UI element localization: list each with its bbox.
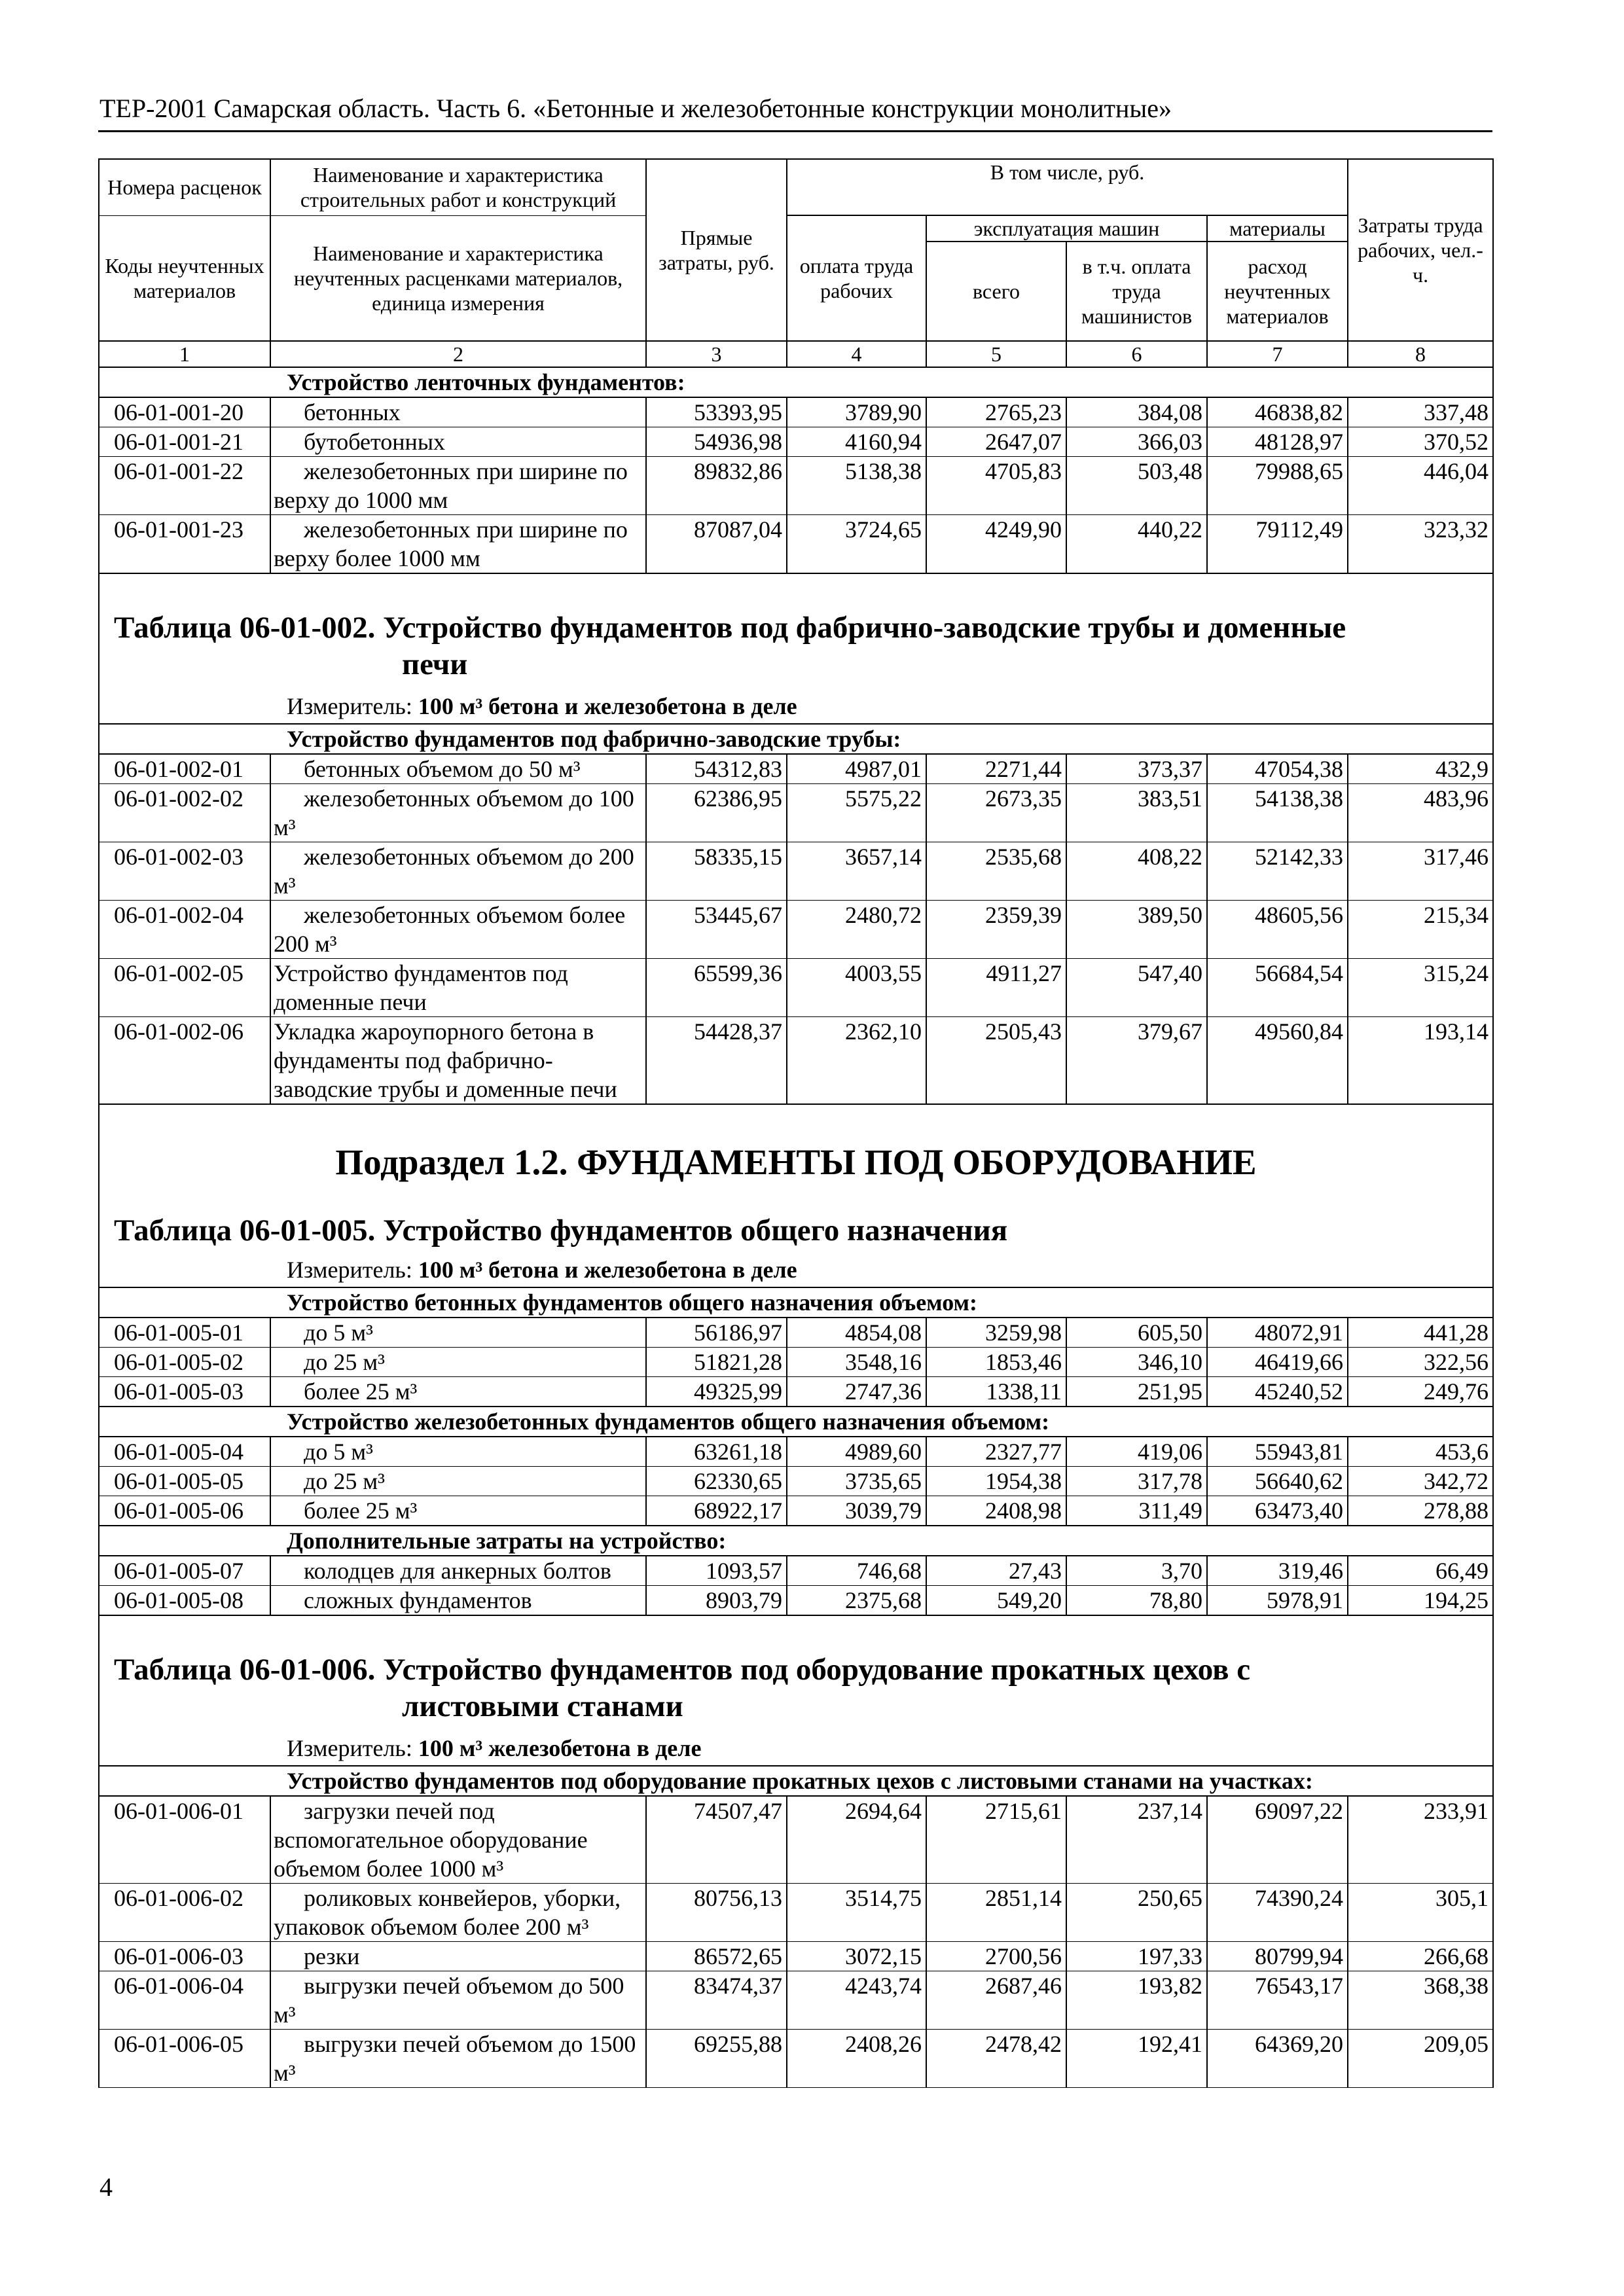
- machinist-pay-value: 419,06: [1066, 1437, 1207, 1467]
- measure-value: 100 м³ бетона и железобетона в деле: [418, 693, 797, 719]
- column-number: 6: [1066, 341, 1207, 367]
- column-number: 1: [99, 341, 270, 367]
- direct-costs-value: 83474,37: [646, 1971, 787, 2030]
- rate-code: 06-01-006-02: [99, 1884, 270, 1942]
- direct-costs-value: 54312,83: [646, 754, 787, 784]
- materials-value: 79112,49: [1207, 515, 1348, 574]
- labor-hours-value: 446,04: [1348, 457, 1493, 515]
- header-unaccounted-names: Наименование и характеристика неучтенных расценками материалов, единица измерения: [270, 215, 646, 341]
- spacer: [99, 1284, 1492, 1287]
- worker-pay-value: 4854,08: [787, 1318, 926, 1348]
- machinist-pay-value: 193,82: [1066, 1971, 1207, 2030]
- machines-total-value: 27,43: [926, 1556, 1066, 1586]
- measure-line: [99, 692, 1492, 721]
- direct-costs-value: 87087,04: [646, 515, 787, 574]
- header-rule: [98, 130, 1492, 132]
- machines-total-value: 2408,98: [926, 1496, 1066, 1526]
- worker-pay-value: 3657,14: [787, 842, 926, 901]
- work-name: [270, 515, 646, 574]
- measure-label: Измеритель:: [287, 693, 412, 719]
- labor-hours-value: 368,38: [1348, 1971, 1493, 2030]
- worker-pay-value: 3735,65: [787, 1467, 926, 1496]
- header-machinist-pay: в т.ч. оплата труда машинистов: [1066, 242, 1207, 341]
- materials-value: 79988,65: [1207, 457, 1348, 515]
- labor-hours-value: 323,32: [1348, 515, 1493, 574]
- table-row: [99, 1884, 1493, 1942]
- group-heading: Устройство фундаментов под оборудование прокатных цехов с листовыми станами на участках:: [99, 1766, 1493, 1796]
- work-name: [270, 1942, 646, 1971]
- rate-code: 06-01-001-23: [99, 515, 270, 574]
- measure-value: 100 м³ бетона и железобетона в деле: [418, 1257, 797, 1283]
- machines-total-value: 2359,39: [926, 901, 1066, 959]
- work-name: [270, 1467, 646, 1496]
- column-number-row: [99, 341, 1493, 367]
- machinist-pay-value: 346,10: [1066, 1348, 1207, 1377]
- materials-value: 76543,17: [1207, 1971, 1348, 2030]
- direct-costs-value: 49325,99: [646, 1377, 787, 1407]
- labor-hours-value: 370,52: [1348, 427, 1493, 457]
- work-name: [270, 1348, 646, 1377]
- machinist-pay-value: 192,41: [1066, 2030, 1207, 2088]
- worker-pay-value: 3039,79: [787, 1496, 926, 1526]
- work-name: [270, 427, 646, 457]
- machinist-pay-value: 379,67: [1066, 1017, 1207, 1105]
- running-header: ТЕР-2001 Самарская область. Часть 6. «Бетонные и железобетонные конструкции монолитные»: [99, 94, 1172, 123]
- worker-pay-value: 2362,10: [787, 1017, 926, 1105]
- table-row: [99, 457, 1493, 515]
- worker-pay-value: 3548,16: [787, 1348, 926, 1377]
- machinist-pay-value: 384,08: [1066, 397, 1207, 427]
- subsection-title: Подраздел 1.2. ФУНДАМЕНТЫ ПОД ОБОРУДОВАНИЕ: [335, 1142, 1257, 1182]
- machines-total-value: 2478,42: [926, 2030, 1066, 2088]
- direct-costs-value: 58335,15: [646, 842, 787, 901]
- machinist-pay-value: 237,14: [1066, 1796, 1207, 1884]
- machinist-pay-value: 547,40: [1066, 959, 1207, 1017]
- rate-code: 06-01-002-01: [99, 754, 270, 784]
- table-row: [99, 1017, 1493, 1105]
- work-name-text: более 25 м³: [304, 1498, 418, 1524]
- machinist-pay-value: 373,37: [1066, 754, 1207, 784]
- spacer: [99, 1763, 1492, 1765]
- work-name: [270, 1796, 646, 1884]
- materials-value: 56640,62: [1207, 1467, 1348, 1496]
- materials-value: 5978,91: [1207, 1586, 1348, 1616]
- table-row: [99, 959, 1493, 1017]
- table-title-continuation: печи: [402, 647, 468, 681]
- labor-hours-value: 441,28: [1348, 1318, 1493, 1348]
- work-name: [270, 1586, 646, 1616]
- measure-value: 100 м³ железобетона в деле: [418, 1735, 702, 1761]
- table-row: [99, 2030, 1493, 2088]
- rate-code: 06-01-005-06: [99, 1496, 270, 1526]
- worker-pay-value: 5138,38: [787, 457, 926, 515]
- work-name-text: железобетонных объемом более 200 м³: [274, 902, 626, 957]
- column-number: 4: [787, 341, 926, 367]
- spacer: [99, 1616, 1492, 1651]
- machines-total-value: 2673,35: [926, 784, 1066, 842]
- table-row: [99, 842, 1493, 901]
- table-title: Таблица 06-01-006. Устройство фундаментов под оборудование прокатных цехов с: [114, 1653, 1251, 1687]
- machines-total-value: 4705,83: [926, 457, 1066, 515]
- labor-hours-value: 249,76: [1348, 1377, 1493, 1407]
- work-name-text: железобетонных объемом до 100 м³: [274, 785, 634, 840]
- worker-pay-value: 3724,65: [787, 515, 926, 574]
- rate-code: 06-01-005-01: [99, 1318, 270, 1348]
- worker-pay-value: 4160,94: [787, 427, 926, 457]
- machinist-pay-value: 311,49: [1066, 1496, 1207, 1526]
- machinist-pay-value: 197,33: [1066, 1942, 1207, 1971]
- group-heading: Устройство бетонных фундаментов общего назначения объемом:: [99, 1287, 1493, 1318]
- work-name-text: Укладка жароупорного бетона в фундаменты под фабрично-заводские трубы и доменные печи: [274, 1018, 617, 1102]
- work-name: [270, 1496, 646, 1526]
- rate-code: 06-01-001-20: [99, 397, 270, 427]
- work-name: [270, 959, 646, 1017]
- machines-total-value: 2505,43: [926, 1017, 1066, 1105]
- work-name: [270, 1017, 646, 1105]
- work-name-text: резки: [304, 1943, 360, 1969]
- direct-costs-value: 56186,97: [646, 1318, 787, 1348]
- work-name: [270, 842, 646, 901]
- machines-total-value: 2327,77: [926, 1437, 1066, 1467]
- worker-pay-value: 3514,75: [787, 1884, 926, 1942]
- work-name-text: бетонных: [304, 399, 401, 425]
- header-unaccounted-codes: Коды неучтенных материалов: [99, 215, 270, 341]
- table-title-block: [99, 1104, 1493, 1287]
- direct-costs-value: 86572,65: [646, 1942, 787, 1971]
- direct-costs-value: 69255,88: [646, 2030, 787, 2088]
- machinist-pay-value: 389,50: [1066, 901, 1207, 959]
- direct-costs-value: 62330,65: [646, 1467, 787, 1496]
- machinist-pay-value: 440,22: [1066, 515, 1207, 574]
- column-number: 2: [270, 341, 646, 367]
- machinist-pay-value: 408,22: [1066, 842, 1207, 901]
- work-name-text: выгрузки печей объемом до 1500 м³: [274, 2031, 636, 2086]
- work-name-text: бутобетонных: [304, 429, 445, 455]
- rate-code: 06-01-006-03: [99, 1942, 270, 1971]
- column-number: 5: [926, 341, 1066, 367]
- work-name: [270, 784, 646, 842]
- column-number: 7: [1207, 341, 1348, 367]
- direct-costs-value: 1093,57: [646, 1556, 787, 1586]
- rate-code: 06-01-001-21: [99, 427, 270, 457]
- group-heading: Устройство ленточных фундаментов:: [99, 367, 1493, 397]
- rate-code: 06-01-005-07: [99, 1556, 270, 1586]
- labor-hours-value: 193,14: [1348, 1017, 1493, 1105]
- materials-value: 80799,94: [1207, 1942, 1348, 1971]
- labor-hours-value: 266,68: [1348, 1942, 1493, 1971]
- worker-pay-value: 2375,68: [787, 1586, 926, 1616]
- rate-code: 06-01-006-01: [99, 1796, 270, 1884]
- direct-costs-value: 54428,37: [646, 1017, 787, 1105]
- labor-hours-value: 342,72: [1348, 1467, 1493, 1496]
- spacer: [99, 574, 1492, 609]
- machinist-pay-value: 78,80: [1066, 1586, 1207, 1616]
- machines-total-value: 2765,23: [926, 397, 1066, 427]
- machines-total-value: 2700,56: [926, 1942, 1066, 1971]
- table-row: [99, 1467, 1493, 1496]
- spacer: [99, 721, 1492, 723]
- work-name-text: до 5 м³: [304, 1439, 373, 1465]
- work-name-text: железобетонных при ширине по верху более 1000 мм: [274, 516, 628, 571]
- measure-line: [99, 1255, 1492, 1284]
- direct-costs-value: 8903,79: [646, 1586, 787, 1616]
- labor-hours-value: 215,34: [1348, 901, 1493, 959]
- table-row: [99, 1318, 1493, 1348]
- direct-costs-value: 63261,18: [646, 1437, 787, 1467]
- group-heading: Устройство фундаментов под фабрично-заводские трубы:: [99, 724, 1493, 754]
- labor-hours-value: 194,25: [1348, 1586, 1493, 1616]
- machines-total-value: 4911,27: [926, 959, 1066, 1017]
- worker-pay-value: 4003,55: [787, 959, 926, 1017]
- measure-label: Измеритель:: [287, 1257, 412, 1283]
- direct-costs-value: 89832,86: [646, 457, 787, 515]
- table-row: [99, 1496, 1493, 1526]
- machines-total-value: 2535,68: [926, 842, 1066, 901]
- materials-value: 69097,22: [1207, 1796, 1348, 1884]
- rate-table-body: [99, 159, 1493, 2088]
- materials-value: 52142,33: [1207, 842, 1348, 901]
- table-row: [99, 515, 1493, 574]
- worker-pay-value: 3789,90: [787, 397, 926, 427]
- machinist-pay-value: 366,03: [1066, 427, 1207, 457]
- work-name-text: железобетонных при ширине по верху до 1000 мм: [274, 458, 628, 513]
- labor-hours-value: 315,24: [1348, 959, 1493, 1017]
- work-name: [270, 457, 646, 515]
- header-direct-costs: Прямые затраты, руб.: [646, 159, 787, 341]
- measure-label: Измеритель:: [287, 1735, 412, 1761]
- materials-value: 46419,66: [1207, 1348, 1348, 1377]
- table-title-row: [99, 1104, 1493, 1287]
- rate-code: 06-01-002-04: [99, 901, 270, 959]
- table-title-block: [99, 573, 1493, 724]
- worker-pay-value: 2408,26: [787, 2030, 926, 2088]
- table-row: [99, 1796, 1493, 1884]
- table-title: Таблица 06-01-005. Устройство фундаментов общего назначения: [114, 1213, 1008, 1247]
- group-heading: Устройство железобетонных фундаментов общего назначения объемом:: [99, 1407, 1493, 1437]
- table-row: [99, 1437, 1493, 1467]
- table-row: [99, 397, 1493, 427]
- labor-hours-value: 432,9: [1348, 754, 1493, 784]
- work-name-text: бетонных объемом до 50 м³: [304, 756, 581, 782]
- work-name-text: роликовых конвейеров, уборки, упаковок объемом более 200 м³: [274, 1885, 621, 1940]
- header-worker-pay: оплата труда рабочих: [787, 215, 926, 341]
- rate-code: 06-01-002-02: [99, 784, 270, 842]
- machines-total-value: 1853,46: [926, 1348, 1066, 1377]
- machines-total-value: 4249,90: [926, 515, 1066, 574]
- machinist-pay-value: 605,50: [1066, 1318, 1207, 1348]
- header-including-label: В том числе, руб.: [990, 160, 1145, 184]
- machinist-pay-value: 3,70: [1066, 1556, 1207, 1586]
- work-name: [270, 1884, 646, 1942]
- materials-value: 74390,24: [1207, 1884, 1348, 1942]
- header-including: [787, 159, 1348, 215]
- direct-costs-value: 62386,95: [646, 784, 787, 842]
- group-heading-row: [99, 1407, 1493, 1437]
- group-heading-row: [99, 1766, 1493, 1796]
- worker-pay-value: 5575,22: [787, 784, 926, 842]
- work-name: [270, 1556, 646, 1586]
- worker-pay-value: 4243,74: [787, 1971, 926, 2030]
- rate-code: 06-01-002-05: [99, 959, 270, 1017]
- work-name-text: загрузки печей под вспомогательное оборудование объемом более 1000 м³: [274, 1798, 588, 1882]
- work-name: [270, 2030, 646, 2088]
- machinist-pay-value: 251,95: [1066, 1377, 1207, 1407]
- materials-value: 319,46: [1207, 1556, 1348, 1586]
- work-name-text: до 25 м³: [304, 1468, 385, 1494]
- materials-value: 63473,40: [1207, 1496, 1348, 1526]
- work-name: [270, 397, 646, 427]
- materials-value: 56684,54: [1207, 959, 1348, 1017]
- machines-total-value: 2851,14: [926, 1884, 1066, 1942]
- work-name: [270, 754, 646, 784]
- table-row: [99, 1971, 1493, 2030]
- table-row: [99, 1377, 1493, 1407]
- work-name-text: колодцев для анкерных болтов: [304, 1558, 611, 1584]
- worker-pay-value: 4989,60: [787, 1437, 926, 1467]
- spacer: [99, 1105, 1492, 1141]
- materials-value: 55943,81: [1207, 1437, 1348, 1467]
- materials-value: 47054,38: [1207, 754, 1348, 784]
- labor-hours-value: 453,6: [1348, 1437, 1493, 1467]
- worker-pay-value: 2694,64: [787, 1796, 926, 1884]
- machines-total-value: 2687,46: [926, 1971, 1066, 2030]
- worker-pay-value: 3072,15: [787, 1942, 926, 1971]
- work-name-text: более 25 м³: [304, 1378, 418, 1405]
- header-rate-number: Номера расценок: [99, 159, 270, 215]
- table-title: Таблица 06-01-002. Устройство фундаментов под фабрично-заводские трубы и доменные: [114, 611, 1346, 645]
- materials-value: 54138,38: [1207, 784, 1348, 842]
- group-heading: Дополнительные затраты на устройство:: [99, 1526, 1493, 1556]
- rate-table: [98, 158, 1494, 2088]
- machines-total-value: 1954,38: [926, 1467, 1066, 1496]
- machines-total-value: 2271,44: [926, 754, 1066, 784]
- work-name-text: сложных фундаментов: [304, 1587, 532, 1613]
- group-heading-row: [99, 1526, 1493, 1556]
- column-number: 8: [1348, 341, 1493, 367]
- rate-code: 06-01-001-22: [99, 457, 270, 515]
- machines-total-value: 2647,07: [926, 427, 1066, 457]
- table-row: [99, 1556, 1493, 1586]
- header-work-name: Наименование и характеристика строительных работ и конструкций: [270, 159, 646, 215]
- labor-hours-value: 322,56: [1348, 1348, 1493, 1377]
- direct-costs-value: 68922,17: [646, 1496, 787, 1526]
- work-name-text: Устройство фундаментов под доменные печи: [274, 960, 568, 1015]
- header-machines-total: всего: [926, 242, 1066, 341]
- machines-total-value: 2715,61: [926, 1796, 1066, 1884]
- group-heading-row: [99, 724, 1493, 754]
- table-title-continuation: листовыми станами: [402, 1689, 683, 1723]
- direct-costs-value: 74507,47: [646, 1796, 787, 1884]
- page-number: 4: [99, 2172, 113, 2202]
- direct-costs-value: 53445,67: [646, 901, 787, 959]
- machines-total-value: 1338,11: [926, 1377, 1066, 1407]
- labor-hours-value: 337,48: [1348, 397, 1493, 427]
- rate-code: 06-01-005-02: [99, 1348, 270, 1377]
- materials-value: 64369,20: [1207, 2030, 1348, 2088]
- work-name: [270, 1318, 646, 1348]
- worker-pay-value: 2480,72: [787, 901, 926, 959]
- labor-hours-value: 317,46: [1348, 842, 1493, 901]
- work-name: [270, 1971, 646, 2030]
- rate-code: 06-01-005-04: [99, 1437, 270, 1467]
- rate-code: 06-01-002-06: [99, 1017, 270, 1105]
- table-row: [99, 1942, 1493, 1971]
- worker-pay-value: 746,68: [787, 1556, 926, 1586]
- labor-hours-value: 66,49: [1348, 1556, 1493, 1586]
- group-heading-row: [99, 367, 1493, 397]
- rate-code: 06-01-002-03: [99, 842, 270, 901]
- work-name-text: выгрузки печей объемом до 500 м³: [274, 1973, 624, 2028]
- rate-code: 06-01-005-08: [99, 1586, 270, 1616]
- table-row: [99, 427, 1493, 457]
- direct-costs-value: 80756,13: [646, 1884, 787, 1942]
- measure-line: [99, 1734, 1492, 1763]
- work-name: [270, 901, 646, 959]
- work-name: [270, 1377, 646, 1407]
- materials-value: 48605,56: [1207, 901, 1348, 959]
- header-machines: эксплуатация машин: [926, 215, 1207, 242]
- column-number: 3: [646, 341, 787, 367]
- table-row: [99, 1348, 1493, 1377]
- work-name-text: до 5 м³: [304, 1319, 373, 1346]
- rate-code: 06-01-005-03: [99, 1377, 270, 1407]
- header-materials: материалы: [1207, 215, 1348, 242]
- machinist-pay-value: 503,48: [1066, 457, 1207, 515]
- machinist-pay-value: 317,78: [1066, 1467, 1207, 1496]
- materials-value: 48072,91: [1207, 1318, 1348, 1348]
- header-labor-hours: Затраты труда рабочих, чел.-ч.: [1348, 159, 1493, 341]
- group-heading-row: [99, 1287, 1493, 1318]
- table-row: [99, 901, 1493, 959]
- header-materials-consumption: расход неучтенных материалов: [1207, 242, 1348, 341]
- rate-code: 06-01-005-05: [99, 1467, 270, 1496]
- work-name-text: до 25 м³: [304, 1349, 385, 1375]
- direct-costs-value: 65599,36: [646, 959, 787, 1017]
- table-title-row: [99, 573, 1493, 724]
- labor-hours-value: 305,1: [1348, 1884, 1493, 1942]
- worker-pay-value: 2747,36: [787, 1377, 926, 1407]
- labor-hours-value: 483,96: [1348, 784, 1493, 842]
- materials-value: 45240,52: [1207, 1377, 1348, 1407]
- table-row: [99, 1586, 1493, 1616]
- table-title-row: [99, 1615, 1493, 1766]
- machines-total-value: 549,20: [926, 1586, 1066, 1616]
- rate-code: 06-01-006-05: [99, 2030, 270, 2088]
- machinist-pay-value: 250,65: [1066, 1884, 1207, 1942]
- work-name-text: железобетонных объемом до 200 м³: [274, 844, 634, 899]
- direct-costs-value: 53393,95: [646, 397, 787, 427]
- worker-pay-value: 4987,01: [787, 754, 926, 784]
- labor-hours-value: 209,05: [1348, 2030, 1493, 2088]
- materials-value: 48128,97: [1207, 427, 1348, 457]
- labor-hours-value: 233,91: [1348, 1796, 1493, 1884]
- rate-code: 06-01-006-04: [99, 1971, 270, 2030]
- labor-hours-value: 278,88: [1348, 1496, 1493, 1526]
- direct-costs-value: 51821,28: [646, 1348, 787, 1377]
- materials-value: 46838,82: [1207, 397, 1348, 427]
- direct-costs-value: 54936,98: [646, 427, 787, 457]
- table-row: [99, 754, 1493, 784]
- materials-value: 49560,84: [1207, 1017, 1348, 1105]
- table-title-block: [99, 1615, 1493, 1766]
- work-name: [270, 1437, 646, 1467]
- machinist-pay-value: 383,51: [1066, 784, 1207, 842]
- table-row: [99, 784, 1493, 842]
- machines-total-value: 3259,98: [926, 1318, 1066, 1348]
